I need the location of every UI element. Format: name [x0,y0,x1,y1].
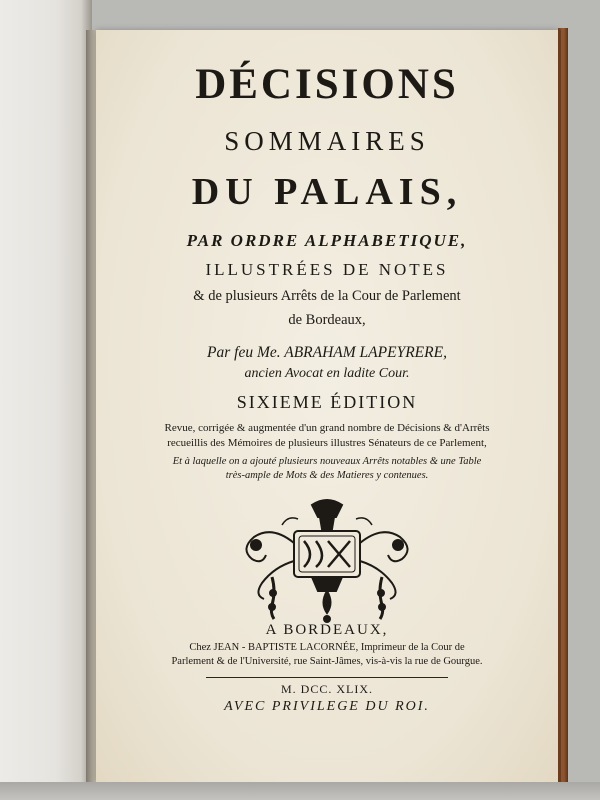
divider-rule [206,677,448,678]
binding-edge [558,28,568,784]
subtitle-line-4: de Bordeaux, [288,312,366,328]
subtitle-line-1: PAR ORDRE ALPHABETIQUE, [186,231,468,250]
title-line-3: DU PALAIS, [191,171,463,213]
royal-privilege: AVEC PRIVILEGE DU ROI. [224,699,430,714]
addition-note-2: très-ample de Mots & des Matieres y contenues. [225,470,429,481]
edition-heading: SIXIEME ÉDITION [236,392,418,412]
facing-page [0,0,92,800]
imprint-line-2: Parlement & de l'Université, rue Saint-Jâmes, vis-à-vis la rue de Gourgue. [171,656,483,667]
imprint-place: A BORDEAUX, [265,622,389,638]
subtitle-line-2: ILLUSTRÉES DE NOTES [205,260,449,279]
imprint-line-1: Chez JEAN - BAPTISTE LACORNÉE, Imprimeur de la Cour de [189,642,465,653]
subtitle-line-3: & de plusieurs Arrêts de la Cour de Parlement [193,288,461,304]
edition-note-1: Revue, corrigée & augmentée d'un grand nombre de Décisions & d'Arrêts [164,422,490,434]
addition-note-1: Et à laquelle on a ajouté plusieurs nouveaux Arrêts notables & une Table [172,456,482,467]
edition-note-2: recueillis des Mémoires de plusieurs illustres Sénateurs de ce Parlement, [167,437,487,449]
author-line-2: ancien Avocat en ladite Cour. [244,366,410,381]
author-line-1: Par feu Me. ABRAHAM LAPEYRERE, [207,344,447,361]
printer-ornament-icon [232,495,422,625]
publication-date: M. DCC. XLIX. [280,682,373,696]
title-page [96,30,558,782]
title-line-1: DÉCISIONS [195,61,459,108]
table-surface [0,782,600,800]
title-line-2: SOMMAIRES [224,126,430,156]
